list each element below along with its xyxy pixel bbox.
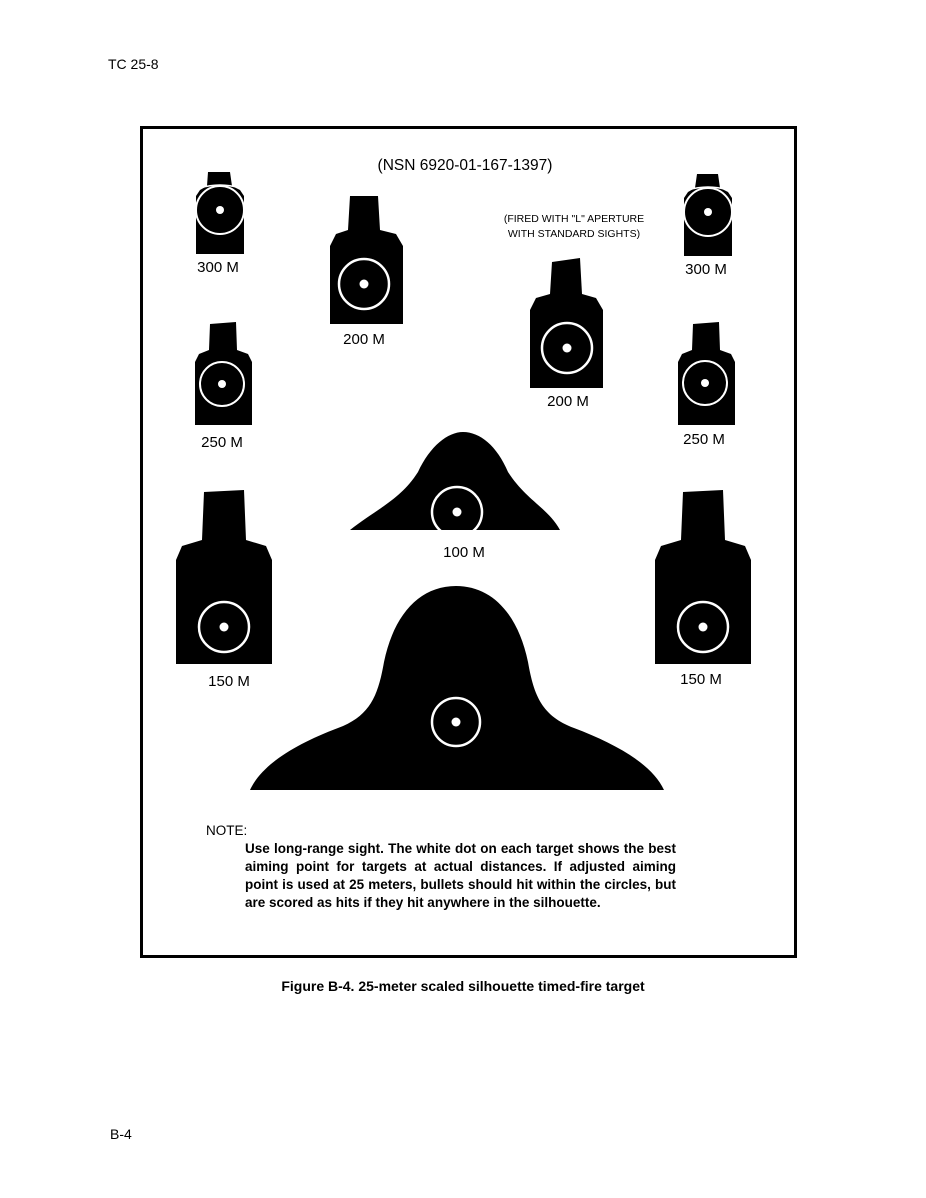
label-150m-right: 150 M: [680, 671, 722, 688]
figure-caption: Figure B-4. 25-meter scaled silhouette timed-fire target: [281, 978, 645, 994]
target-200m-left: [330, 196, 403, 324]
target-300m-left: [196, 172, 244, 254]
note-text: Use long-range sight. The white dot on each target shows the best aiming point for targets at actual distances. If adjusted aiming point is used at 25 meters, bullets should hit within the circles, but are scored as hits if they hit anywhere in the silhouette.: [245, 841, 676, 910]
note-block: [206, 822, 676, 912]
label-200m-right: 200 M: [547, 393, 589, 410]
target-250m-right: [678, 322, 735, 425]
label-200m-left: 200 M: [343, 331, 385, 348]
label-250m-right: 250 M: [683, 431, 725, 448]
target-100m: [350, 432, 560, 537]
target-150m-right: [655, 490, 751, 664]
target-300m-right: [684, 174, 732, 256]
target-200m-right: [530, 258, 603, 388]
aperture-note-line1: (FIRED WITH "L" APERTURE: [503, 213, 645, 225]
label-250m-left: 250 M: [201, 434, 243, 451]
label-300m-left: 300 M: [197, 259, 239, 276]
label-150m-left: 150 M: [208, 673, 250, 690]
aperture-note-line2: WITH STANDARD SIGHTS): [507, 228, 641, 240]
page-header: TC 25-8: [108, 56, 159, 72]
label-100m: 100 M: [443, 544, 485, 561]
note-heading: NOTE:: [206, 823, 248, 838]
nsn-label: (NSN 6920-01-167-1397): [377, 157, 553, 174]
target-large-bottom: [250, 586, 664, 790]
page-footer: B-4: [110, 1126, 132, 1142]
target-150m-left: [176, 490, 272, 664]
label-300m-right: 300 M: [685, 261, 727, 278]
target-250m-left: [195, 322, 252, 425]
